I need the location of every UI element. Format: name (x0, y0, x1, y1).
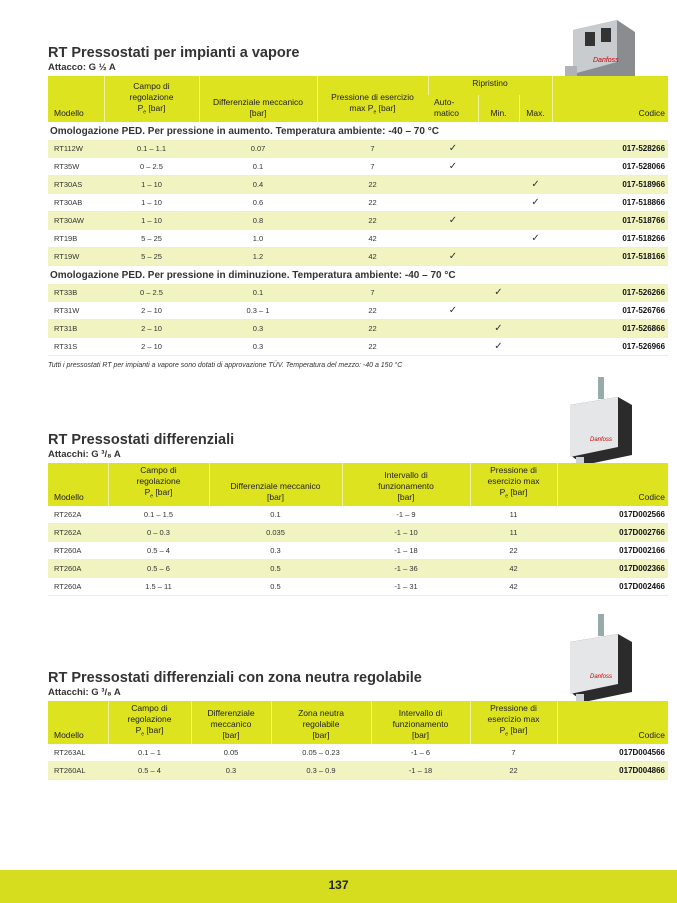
differential-cell: 0.4 (199, 176, 317, 194)
code-cell: 017-518966 (552, 176, 668, 194)
section-vapor-pressostats (48, 45, 668, 369)
model-cell: RT260A (48, 559, 108, 577)
pressure-cell: 22 (317, 320, 428, 338)
interv-cell: -1 – 6 (371, 744, 470, 762)
code-cell: 017-528066 (552, 158, 668, 176)
press-cell: 42 (470, 559, 557, 577)
differential-cell: 0.6 (199, 194, 317, 212)
col-max: Max. (519, 95, 552, 122)
diff-cell: 0.3 (209, 541, 342, 559)
max-reset-cell (519, 338, 552, 356)
model-cell: RT30AS (48, 176, 104, 194)
col-modello: Modello (48, 701, 108, 744)
press-cell: 42 (470, 577, 557, 595)
table-row (48, 761, 668, 779)
max-reset-cell (519, 284, 552, 302)
interv-cell: -1 – 10 (342, 523, 470, 541)
svg-text:Danfoss: Danfoss (590, 674, 613, 680)
table-row (48, 302, 668, 320)
table-row (48, 523, 668, 541)
col-ripristino: Ripristino (428, 76, 552, 95)
code-cell: 017-526866 (552, 320, 668, 338)
code-cell: 017D002366 (557, 559, 668, 577)
section-subtitle: Attacchi: G ³/₈ A (48, 687, 121, 698)
page-number: 137 (328, 878, 349, 892)
max-reset-cell (519, 320, 552, 338)
pressure-cell: 22 (317, 212, 428, 230)
pressure-cell: 7 (317, 140, 428, 158)
code-cell: 017-526766 (552, 302, 668, 320)
interv-cell: -1 – 31 (342, 577, 470, 595)
auto-reset-cell (428, 338, 478, 356)
section-title: RT Pressostati differenziali con zona neutra regolabile (48, 670, 422, 686)
table-row (48, 230, 668, 248)
col-min: Min. (478, 95, 519, 122)
campo-cell: 0.5 – 4 (108, 541, 209, 559)
model-cell: RT33B (48, 284, 104, 302)
group-label: Omologazione PED. Per pressione in diminuzione. Temperatura ambiente: -40 – 70 °C (48, 266, 668, 285)
table-row (48, 506, 668, 524)
differential-cell: 0.3 (199, 338, 317, 356)
zona-cell: 0.05 – 0.23 (271, 744, 371, 762)
col-press: Pressione di esercizio max $P_e$ [bar] (470, 463, 557, 506)
code-cell: 017D004566 (557, 744, 668, 762)
auto-reset-cell (428, 158, 478, 176)
diff-cell: 0.1 (209, 506, 342, 524)
max-reset-cell (519, 302, 552, 320)
svg-text:Danfoss: Danfoss (590, 437, 613, 443)
min-reset-cell (478, 302, 519, 320)
campo-cell: 0 – 0.3 (108, 523, 209, 541)
model-cell: RT31S (48, 338, 104, 356)
model-cell: RT31B (48, 320, 104, 338)
pressure-cell: 22 (317, 194, 428, 212)
code-cell: 017D002766 (557, 523, 668, 541)
auto-reset-cell (428, 230, 478, 248)
campo-cell: 0.5 – 6 (108, 559, 209, 577)
press-cell: 22 (470, 761, 557, 779)
check-icon: ✓ (494, 341, 503, 352)
group-header-row (48, 122, 668, 140)
differential-cell: 0.1 (199, 284, 317, 302)
svg-text:Danfoss: Danfoss (593, 57, 619, 64)
min-reset-cell (478, 338, 519, 356)
model-cell: RT263AL (48, 744, 108, 762)
differential-cell: 0.3 – 1 (199, 302, 317, 320)
pressure-cell: 42 (317, 248, 428, 266)
auto-reset-cell (428, 248, 478, 266)
interv-cell: -1 – 18 (371, 761, 470, 779)
code-cell: 017-526966 (552, 338, 668, 356)
col-press: Pressione di esercizio $\max P_e$ [bar] (317, 76, 428, 122)
max-reset-cell (519, 194, 552, 212)
range-cell: 0.1 – 1.1 (104, 140, 199, 158)
differential-cell: 0.8 (199, 212, 317, 230)
code-cell: 017D004866 (557, 761, 668, 779)
code-cell: 017-518866 (552, 194, 668, 212)
check-icon: ✓ (448, 305, 458, 316)
neutral-zone-pressostat-table (48, 701, 668, 780)
auto-reset-cell (428, 320, 478, 338)
section-subtitle: Attacchi: G ³/₈ A (48, 449, 121, 460)
vapor-pressostat-table (48, 76, 668, 356)
check-icon: ✓ (531, 233, 540, 244)
range-cell: 1 – 10 (104, 176, 199, 194)
differential-cell: 0.07 (199, 140, 317, 158)
col-modello: Modello (48, 76, 104, 122)
code-cell: 017-518266 (552, 230, 668, 248)
model-cell: RT30AB (48, 194, 104, 212)
differential-cell: 1.0 (199, 230, 317, 248)
table-row (48, 577, 668, 595)
auto-reset-cell (428, 212, 478, 230)
check-icon: ✓ (531, 197, 540, 208)
check-icon: ✓ (448, 215, 458, 226)
code-cell: 017-518766 (552, 212, 668, 230)
check-icon: ✓ (448, 161, 458, 172)
diff-cell: 0.035 (209, 523, 342, 541)
model-cell: RT262A (48, 506, 108, 524)
table-row (48, 194, 668, 212)
col-codice: Codice (557, 701, 668, 744)
col-modello: Modello (48, 463, 108, 506)
pressure-cell: 22 (317, 176, 428, 194)
table-row (48, 541, 668, 559)
interv-cell: -1 – 9 (342, 506, 470, 524)
pressure-cell: 42 (317, 230, 428, 248)
range-cell: 2 – 10 (104, 320, 199, 338)
auto-reset-cell (428, 176, 478, 194)
min-reset-cell (478, 320, 519, 338)
model-cell: RT262A (48, 523, 108, 541)
section-title: RT Pressostati differenziali (48, 432, 235, 448)
interv-cell: -1 – 18 (342, 541, 470, 559)
min-reset-cell (478, 176, 519, 194)
col-campo: Campo di regolazione $P_e$ [bar] (108, 463, 209, 506)
table-row (48, 176, 668, 194)
table-row (48, 212, 668, 230)
col-codice: Codice (557, 463, 668, 506)
min-reset-cell (478, 140, 519, 158)
differential-cell: 1.2 (199, 248, 317, 266)
diff-cell: 0.5 (209, 559, 342, 577)
differential-cell: 0.1 (199, 158, 317, 176)
model-cell: RT260AL (48, 761, 108, 779)
table-row (48, 140, 668, 158)
col-codice: Codice (552, 76, 668, 122)
footnote: Tutti i pressostati RT per impianti a vapore sono dotati di approvazione TÜV. Temperatura del mezzo: -40 a 150 °C (48, 362, 403, 369)
section-neutral-zone-pressostats (48, 670, 668, 780)
pressure-cell: 7 (317, 284, 428, 302)
differential-cell: 0.3 (199, 320, 317, 338)
check-icon: ✓ (494, 287, 503, 298)
model-cell: RT260A (48, 541, 108, 559)
campo-cell: 1.5 – 11 (108, 577, 209, 595)
max-reset-cell (519, 158, 552, 176)
press-cell: 7 (470, 744, 557, 762)
range-cell: 5 – 25 (104, 230, 199, 248)
check-icon: ✓ (494, 323, 503, 334)
code-cell: 017D002466 (557, 577, 668, 595)
code-cell: 017-526266 (552, 284, 668, 302)
table-row (48, 744, 668, 762)
col-press: Pressione di esercizio max $P_e$ [bar] (470, 701, 557, 744)
col-campo: Campo di regolazione $P_e$ [bar] (108, 701, 191, 744)
press-cell: 22 (470, 541, 557, 559)
auto-reset-cell (428, 284, 478, 302)
group-header-row (48, 266, 668, 285)
model-cell: RT30AW (48, 212, 104, 230)
campo-cell: 0.1 – 1.5 (108, 506, 209, 524)
range-cell: 1 – 10 (104, 194, 199, 212)
min-reset-cell (478, 158, 519, 176)
code-cell: 017-528266 (552, 140, 668, 158)
table-row (48, 559, 668, 577)
min-reset-cell (478, 194, 519, 212)
model-cell: RT31W (48, 302, 104, 320)
code-cell: 017D002166 (557, 541, 668, 559)
table-row (48, 248, 668, 266)
check-icon: ✓ (531, 179, 540, 190)
diff-cell: 0.3 (191, 761, 271, 779)
col-diff: Differenziale meccanico [bar] (209, 463, 342, 506)
interv-cell: -1 – 36 (342, 559, 470, 577)
min-reset-cell (478, 248, 519, 266)
differential-pressostat-table (48, 463, 668, 596)
range-cell: 0 – 2.5 (104, 284, 199, 302)
auto-reset-cell (428, 140, 478, 158)
diff-cell: 0.5 (209, 577, 342, 595)
code-cell: 017D002566 (557, 506, 668, 524)
press-cell: 11 (470, 523, 557, 541)
table-row (48, 320, 668, 338)
model-cell: RT19W (48, 248, 104, 266)
max-reset-cell (519, 176, 552, 194)
auto-reset-cell (428, 302, 478, 320)
pressure-cell: 7 (317, 158, 428, 176)
max-reset-cell (519, 212, 552, 230)
table-row (48, 284, 668, 302)
pressure-cell: 22 (317, 302, 428, 320)
col-diff: Differenziale meccanico [bar] (191, 701, 271, 744)
range-cell: 1 – 10 (104, 212, 199, 230)
group-label: Omologazione PED. Per pressione in aumento. Temperatura ambiente: -40 – 70 °C (48, 122, 668, 140)
max-reset-cell (519, 230, 552, 248)
min-reset-cell (478, 230, 519, 248)
range-cell: 0 – 2.5 (104, 158, 199, 176)
zona-cell: 0.3 – 0.9 (271, 761, 371, 779)
press-cell: 11 (470, 506, 557, 524)
model-cell: RT112W (48, 140, 104, 158)
col-diff: Differenziale meccanico [bar] (199, 76, 317, 122)
col-auto: Auto- matico (428, 95, 478, 122)
range-cell: 2 – 10 (104, 338, 199, 356)
table-row (48, 338, 668, 356)
min-reset-cell (478, 284, 519, 302)
pressure-cell: 22 (317, 338, 428, 356)
diff-cell: 0.05 (191, 744, 271, 762)
range-cell: 5 – 25 (104, 248, 199, 266)
max-reset-cell (519, 140, 552, 158)
campo-cell: 0.1 – 1 (108, 744, 191, 762)
max-reset-cell (519, 248, 552, 266)
col-interv: Intervallo di funzionamento [bar] (342, 463, 470, 506)
auto-reset-cell (428, 194, 478, 212)
col-interv: Intervallo di funzionamento [bar] (371, 701, 470, 744)
code-cell: 017-518166 (552, 248, 668, 266)
check-icon: ✓ (448, 251, 458, 262)
table-row (48, 158, 668, 176)
range-cell: 2 – 10 (104, 302, 199, 320)
col-campo: Campo di regolazione $P_e$ [bar] (104, 76, 199, 122)
section-differential-pressostats (48, 432, 668, 596)
campo-cell: 0.5 – 4 (108, 761, 191, 779)
col-zona: Zona neutra regolabile [bar] (271, 701, 371, 744)
model-cell: RT35W (48, 158, 104, 176)
check-icon: ✓ (448, 143, 458, 154)
model-cell: RT19B (48, 230, 104, 248)
min-reset-cell (478, 212, 519, 230)
section-subtitle: Attacco: G ½ A (48, 62, 116, 73)
section-title: RT Pressostati per impianti a vapore (48, 45, 300, 61)
page-footer (0, 870, 677, 903)
model-cell: RT260A (48, 577, 108, 595)
